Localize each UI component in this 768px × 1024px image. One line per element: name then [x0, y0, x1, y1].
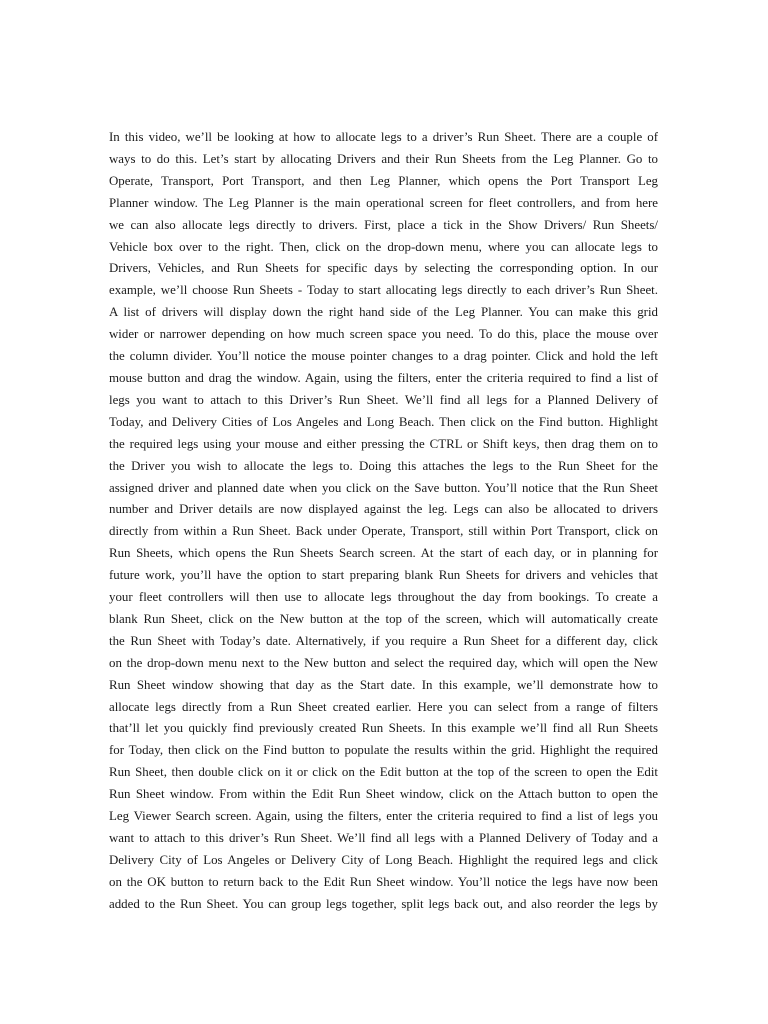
text-line: future work, you’ll have the option to start preparing blank Run Sheets for drivers and vehicles that [109, 568, 658, 583]
text-line: Operate, Transport, Port Transport, and then Leg Planner, which opens the Port Transport Leg [109, 173, 658, 188]
text-line: your fleet controllers will then use to allocate legs throughout the day from bookings. To create a [109, 590, 658, 605]
text-line: on the OK button to return back to the Edit Run Sheet window. You’ll notice the legs have now been [109, 874, 658, 889]
text-line: ways to do this. Let’s start by allocating Drivers and their Run Sheets from the Leg Planner. Go to [109, 151, 658, 166]
text-line: Delivery City of Los Angeles or Delivery City of Long Beach. Highlight the required legs and click [109, 852, 658, 867]
paragraph [109, 127, 658, 916]
text-line: number and Driver details are now displayed against the leg. Legs can also be allocated to drivers [109, 502, 658, 517]
text-line: blank Run Sheet, click on the New button at the top of the screen, which will automatically create [109, 611, 658, 626]
text-line: Planner window. The Leg Planner is the main operational screen for fleet controllers, and from here [109, 195, 658, 210]
text-line: we can also allocate legs directly to drivers. First, place a tick in the Show Drivers/ Run Sheets/ [109, 217, 658, 232]
text-line: Run Sheet window showing that day as the Start date. In this example, we’ll demonstrate how to [109, 677, 658, 692]
text-line: Vehicle box over to the right. Then, click on the drop-down menu, where you can allocate legs to [109, 239, 658, 254]
text-line: Today, and Delivery Cities of Los Angeles and Long Beach. Then click on the Find button. Highlight [109, 414, 658, 429]
text-line: allocate legs directly from a Run Sheet created earlier. Here you can select from a range of filters [109, 699, 658, 714]
text-line: the column divider. You’ll notice the mouse pointer changes to a drag pointer. Click and hold the left [109, 349, 658, 364]
text-line: directly from within a Run Sheet. Back under Operate, Transport, still within Port Transport, click on [109, 524, 658, 539]
text-line: wider or narrower depending on how much screen space you need. To do this, place the mouse over [109, 327, 658, 342]
text-line: Drivers, Vehicles, and Run Sheets for specific days by selecting the corresponding option. In our [109, 261, 658, 276]
text-line: legs you want to attach to this Driver’s Run Sheet. We’ll find all legs for a Planned Delivery of [109, 392, 658, 407]
text-line: want to attach to this driver’s Run Sheet. We’ll find all legs with a Planned Delivery of Today and a [109, 831, 658, 845]
text-line: Leg Viewer Search screen. Again, using the filters, enter the criteria required to find a list of legs you [109, 809, 658, 824]
text-line: Run Sheet window. From within the Edit Run Sheet window, click on the Attach button to open the [109, 787, 658, 802]
text-line: example, we’ll choose Run Sheets - Today to start allocating legs directly to each driver’s Run Sheet. [109, 283, 658, 298]
text-line: for Today, then click on the Find button to populate the results within the grid. Highlight the required [109, 743, 658, 758]
text-line: on the drop-down menu next to the New button and select the required day, which will open the New [109, 655, 658, 670]
text-line: In this video, we’ll be looking at how to allocate legs to a driver’s Run Sheet. There are a couple of [109, 130, 658, 144]
document-body [109, 127, 658, 916]
text-line: Run Sheet, then double click on it or click on the Edit button at the top of the screen to open the Edit [109, 765, 658, 780]
text-line: Run Sheets, which opens the Run Sheets Search screen. At the start of each day, or in planning for [109, 546, 658, 561]
text-line: the Driver you wish to allocate the legs to. Doing this attaches the legs to the Run Sheet for the [109, 458, 658, 473]
text-line: the Run Sheet with Today’s date. Alternatively, if you require a Run Sheet for a different day, click [109, 633, 658, 648]
text-line: that’ll let you quickly find previously created Run Sheets. In this example we’ll find all Run Sheets [109, 721, 658, 736]
text-line: assigned driver and planned date when you click on the Save button. You’ll notice that the Run Sheet [109, 480, 658, 495]
text-line: the required legs using your mouse and either pressing the CTRL or Shift keys, then drag them on to [109, 436, 658, 451]
text-line: A list of drivers will display down the right hand side of the Leg Planner. You can make this grid [109, 305, 658, 320]
text-line: added to the Run Sheet. You can group legs together, split legs back out, and also reorder the legs by [109, 896, 658, 911]
text-line: mouse button and drag the window. Again, using the filters, enter the criteria required to find a list of [109, 370, 658, 385]
